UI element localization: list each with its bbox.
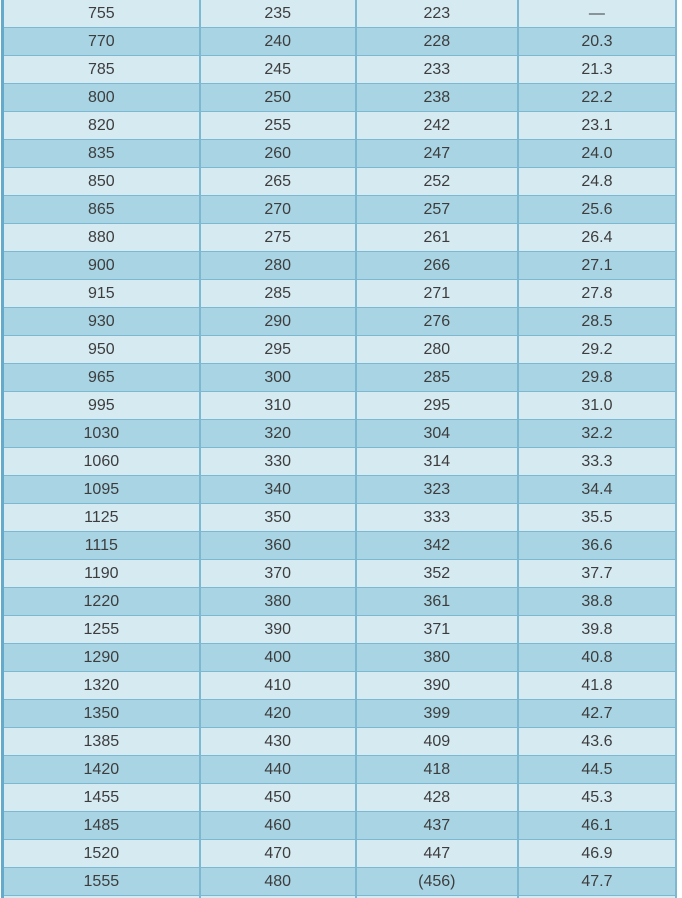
table-cell: 295 xyxy=(356,392,518,420)
table-cell: 42.7 xyxy=(518,700,676,728)
table-cell: 29.2 xyxy=(518,336,676,364)
table-cell: 785 xyxy=(3,56,200,84)
table-cell: 25.6 xyxy=(518,196,676,224)
table-cell: 865 xyxy=(3,196,200,224)
table-cell: 43.6 xyxy=(518,728,676,756)
table-cell: 37.7 xyxy=(518,560,676,588)
table-row xyxy=(3,252,677,280)
table-row xyxy=(3,784,677,812)
table-cell: 24.0 xyxy=(518,140,676,168)
table-cell: 1420 xyxy=(3,756,200,784)
table-row xyxy=(3,588,677,616)
table-cell: 915 xyxy=(3,280,200,308)
table-row xyxy=(3,224,677,252)
table-cell: 261 xyxy=(356,224,518,252)
table-body xyxy=(3,0,677,898)
table-cell: 440 xyxy=(200,756,356,784)
table-cell: 34.4 xyxy=(518,476,676,504)
table-row xyxy=(3,308,677,336)
table-cell: 323 xyxy=(356,476,518,504)
table-cell: 418 xyxy=(356,756,518,784)
table-cell: 480 xyxy=(200,868,356,896)
table-cell: 35.5 xyxy=(518,504,676,532)
table-cell: 770 xyxy=(3,28,200,56)
table-cell: 250 xyxy=(200,84,356,112)
table-row xyxy=(3,532,677,560)
table-row xyxy=(3,364,677,392)
table-row xyxy=(3,476,677,504)
table-cell: 47.7 xyxy=(518,868,676,896)
table-cell: 24.8 xyxy=(518,168,676,196)
table-row xyxy=(3,504,677,532)
table-row xyxy=(3,840,677,868)
table-row xyxy=(3,112,677,140)
table-cell: 22.2 xyxy=(518,84,676,112)
table-cell: 1220 xyxy=(3,588,200,616)
table-cell: 930 xyxy=(3,308,200,336)
table-row xyxy=(3,616,677,644)
table-cell: 380 xyxy=(356,644,518,672)
table-cell: 235 xyxy=(200,0,356,28)
table-cell: 247 xyxy=(356,140,518,168)
table-cell: 361 xyxy=(356,588,518,616)
table-row xyxy=(3,196,677,224)
table-cell: 333 xyxy=(356,504,518,532)
table-cell: 1320 xyxy=(3,672,200,700)
table-cell: 39.8 xyxy=(518,616,676,644)
table-cell: 285 xyxy=(200,280,356,308)
table-cell: 1125 xyxy=(3,504,200,532)
table-row xyxy=(3,28,677,56)
table-cell: 45.3 xyxy=(518,784,676,812)
table-cell: 1455 xyxy=(3,784,200,812)
table-cell: 390 xyxy=(356,672,518,700)
table-cell: 428 xyxy=(356,784,518,812)
table-cell: 409 xyxy=(356,728,518,756)
table-cell: 1485 xyxy=(3,812,200,840)
table-cell: 260 xyxy=(200,140,356,168)
table-cell: 285 xyxy=(356,364,518,392)
table-row xyxy=(3,84,677,112)
table-cell: (456) xyxy=(356,868,518,896)
table-row xyxy=(3,420,677,448)
table-cell: 32.2 xyxy=(518,420,676,448)
table-row xyxy=(3,644,677,672)
table-cell: 27.1 xyxy=(518,252,676,280)
table-cell: 850 xyxy=(3,168,200,196)
table-cell: 314 xyxy=(356,448,518,476)
table-cell: 257 xyxy=(356,196,518,224)
table-cell: 995 xyxy=(3,392,200,420)
table-cell: 965 xyxy=(3,364,200,392)
table-row xyxy=(3,812,677,840)
table-cell: 330 xyxy=(200,448,356,476)
table-cell: 360 xyxy=(200,532,356,560)
table-cell: 31.0 xyxy=(518,392,676,420)
table-cell: 276 xyxy=(356,308,518,336)
table-cell: 800 xyxy=(3,84,200,112)
table-cell: 266 xyxy=(356,252,518,280)
table-cell: 36.6 xyxy=(518,532,676,560)
table-cell: 835 xyxy=(3,140,200,168)
table-cell: 1555 xyxy=(3,868,200,896)
table-cell: 271 xyxy=(356,280,518,308)
table-row xyxy=(3,0,677,28)
table-cell: 1350 xyxy=(3,700,200,728)
table-cell: 280 xyxy=(200,252,356,280)
table-cell: 27.8 xyxy=(518,280,676,308)
table-cell: 380 xyxy=(200,588,356,616)
table-cell: 1115 xyxy=(3,532,200,560)
table-cell: 342 xyxy=(356,532,518,560)
table-cell: 437 xyxy=(356,812,518,840)
table-cell: 245 xyxy=(200,56,356,84)
table-cell: 23.1 xyxy=(518,112,676,140)
table-row xyxy=(3,700,677,728)
table-cell: 1255 xyxy=(3,616,200,644)
table-cell: 33.3 xyxy=(518,448,676,476)
table-cell: 460 xyxy=(200,812,356,840)
table-cell: 238 xyxy=(356,84,518,112)
table-cell: 1190 xyxy=(3,560,200,588)
table-cell: 310 xyxy=(200,392,356,420)
table-cell: 400 xyxy=(200,644,356,672)
table-cell: 40.8 xyxy=(518,644,676,672)
table-cell: 240 xyxy=(200,28,356,56)
table-row xyxy=(3,448,677,476)
table-cell: 290 xyxy=(200,308,356,336)
table-cell: 470 xyxy=(200,840,356,868)
table-cell: 46.1 xyxy=(518,812,676,840)
table-cell: 755 xyxy=(3,0,200,28)
table-cell: 21.3 xyxy=(518,56,676,84)
table-cell: 242 xyxy=(356,112,518,140)
table-cell: 880 xyxy=(3,224,200,252)
table-row xyxy=(3,336,677,364)
table-cell: 44.5 xyxy=(518,756,676,784)
table-cell: 26.4 xyxy=(518,224,676,252)
table-row xyxy=(3,392,677,420)
table-cell: 430 xyxy=(200,728,356,756)
table-cell: 280 xyxy=(356,336,518,364)
data-table xyxy=(1,0,677,898)
table-cell: 233 xyxy=(356,56,518,84)
table-row xyxy=(3,728,677,756)
table-cell: 20.3 xyxy=(518,28,676,56)
table-cell: 252 xyxy=(356,168,518,196)
table-cell: 295 xyxy=(200,336,356,364)
table-cell: 390 xyxy=(200,616,356,644)
table-cell: 29.8 xyxy=(518,364,676,392)
table-cell: 1520 xyxy=(3,840,200,868)
table-cell: 228 xyxy=(356,28,518,56)
table-cell: 304 xyxy=(356,420,518,448)
table-row xyxy=(3,56,677,84)
table-cell: 820 xyxy=(3,112,200,140)
table-cell: 38.8 xyxy=(518,588,676,616)
table-cell: 1385 xyxy=(3,728,200,756)
table-cell: 1095 xyxy=(3,476,200,504)
table-row xyxy=(3,868,677,896)
table-cell: 447 xyxy=(356,840,518,868)
table-cell: 450 xyxy=(200,784,356,812)
table-cell: 320 xyxy=(200,420,356,448)
table-cell: 1290 xyxy=(3,644,200,672)
table-cell: 46.9 xyxy=(518,840,676,868)
table-cell: 420 xyxy=(200,700,356,728)
table-cell: 275 xyxy=(200,224,356,252)
table-cell: 28.5 xyxy=(518,308,676,336)
table-row xyxy=(3,672,677,700)
table-cell: 370 xyxy=(200,560,356,588)
table-cell: 410 xyxy=(200,672,356,700)
table-cell: 950 xyxy=(3,336,200,364)
table-cell: 399 xyxy=(356,700,518,728)
table-row xyxy=(3,280,677,308)
table-cell: 270 xyxy=(200,196,356,224)
table-row xyxy=(3,756,677,784)
table-cell: 900 xyxy=(3,252,200,280)
table-cell: 41.8 xyxy=(518,672,676,700)
table-cell: 265 xyxy=(200,168,356,196)
table-row xyxy=(3,560,677,588)
table-cell: 1030 xyxy=(3,420,200,448)
table-cell: 352 xyxy=(356,560,518,588)
table-cell: 223 xyxy=(356,0,518,28)
table-cell: 300 xyxy=(200,364,356,392)
table-cell: — xyxy=(518,0,676,28)
table-cell: 350 xyxy=(200,504,356,532)
table-cell: 1060 xyxy=(3,448,200,476)
table-row xyxy=(3,140,677,168)
table-cell: 371 xyxy=(356,616,518,644)
table-cell: 255 xyxy=(200,112,356,140)
table-row xyxy=(3,168,677,196)
table-cell: 340 xyxy=(200,476,356,504)
